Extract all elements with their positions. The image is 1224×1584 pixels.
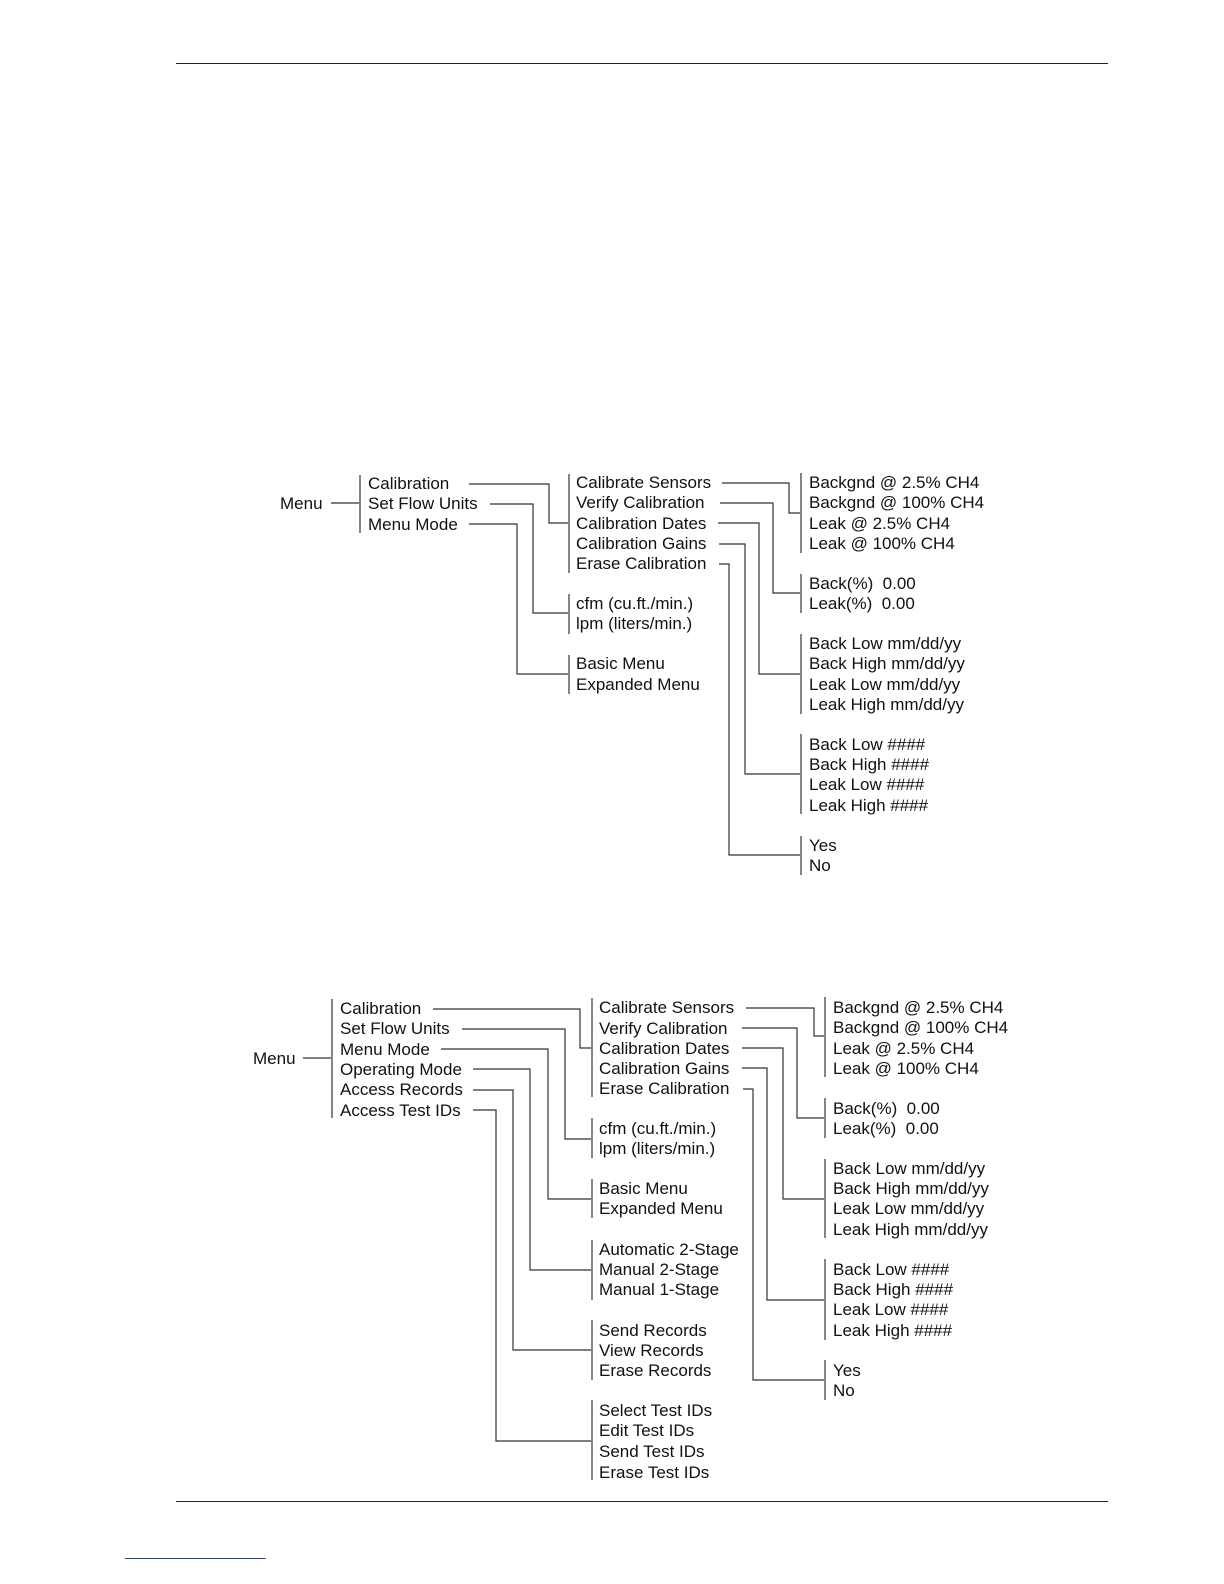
expanded-access-records-submenu xyxy=(599,1321,711,1380)
expanded-opt-gain-back-high: Back High #### xyxy=(833,1280,954,1299)
expanded-flow-cfm: cfm (cu.ft./min.) xyxy=(599,1119,717,1138)
expanded-menu-level1-items xyxy=(340,999,463,1120)
expanded-flow-units-submenu xyxy=(599,1119,716,1158)
basic-item-set-flow-units: Set Flow Units xyxy=(368,494,478,513)
basic-flow-units-submenu xyxy=(576,594,693,633)
expanded-calibrate-sensors-options xyxy=(833,998,1008,1078)
expanded-opt-leak-percent: Leak(%) 0.00 xyxy=(833,1119,939,1138)
expanded-opt-gain-leak-low: Leak Low #### xyxy=(833,1300,949,1319)
expanded-opt-gain-leak-high: Leak High #### xyxy=(833,1321,953,1340)
expanded-item-operating-mode: Operating Mode xyxy=(340,1060,462,1079)
expanded-sub-verify-calibration: Verify Calibration xyxy=(599,1019,728,1038)
expanded-tid-erase-test-ids: Erase Test IDs xyxy=(599,1463,710,1482)
basic-item-menu-mode: Menu Mode xyxy=(368,515,458,534)
basic-calibrate-sensors-options xyxy=(809,473,984,553)
basic-mode-basic-menu: Basic Menu xyxy=(576,654,665,673)
basic-calibration-submenu xyxy=(576,473,711,573)
basic-opt-date-leak-high: Leak High mm/dd/yy xyxy=(809,695,964,714)
basic-item-calibration: Calibration xyxy=(368,474,450,493)
basic-opt-gain-leak-high: Leak High #### xyxy=(809,796,929,815)
basic-opt-no: No xyxy=(809,856,831,875)
basic-opt-backgnd-100: Backgnd @ 100% CH4 xyxy=(809,493,985,512)
basic-erase-calibration-options xyxy=(809,836,837,875)
basic-opt-date-back-low: Back Low mm/dd/yy xyxy=(809,634,962,653)
basic-calibration-dates-options xyxy=(809,634,965,714)
basic-opt-leak-100: Leak @ 100% CH4 xyxy=(809,534,955,553)
expanded-mode-basic-menu: Basic Menu xyxy=(599,1179,688,1198)
expanded-item-menu-mode: Menu Mode xyxy=(340,1040,430,1059)
basic-flow-lpm: lpm (liters/min.) xyxy=(576,614,693,633)
expanded-opt-back-percent: Back(%) 0.00 xyxy=(833,1099,940,1118)
basic-opt-yes: Yes xyxy=(809,836,837,855)
basic-menu-mode-submenu xyxy=(576,654,700,694)
basic-menu-level1-items xyxy=(368,474,478,534)
expanded-tid-send-test-ids: Send Test IDs xyxy=(599,1442,705,1461)
expanded-op-automatic-2-stage: Automatic 2-Stage xyxy=(599,1240,739,1259)
expanded-erase-calibration-options xyxy=(833,1361,861,1400)
expanded-tid-edit-test-ids: Edit Test IDs xyxy=(599,1421,695,1440)
basic-flow-cfm: cfm (cu.ft./min.) xyxy=(576,594,694,613)
basic-sub-erase-calibration: Erase Calibration xyxy=(576,554,707,573)
expanded-sub-calibration-gains: Calibration Gains xyxy=(599,1059,730,1078)
expanded-calibration-submenu xyxy=(599,998,734,1098)
expanded-mode-expanded-menu: Expanded Menu xyxy=(599,1199,723,1218)
expanded-opt-date-back-low: Back Low mm/dd/yy xyxy=(833,1159,986,1178)
basic-opt-leak-2-5: Leak @ 2.5% CH4 xyxy=(809,514,951,533)
expanded-calibration-gains-options xyxy=(833,1260,954,1340)
basic-sub-calibration-dates: Calibration Dates xyxy=(576,514,707,533)
basic-opt-backgnd-2-5: Backgnd @ 2.5% CH4 xyxy=(809,473,980,492)
basic-sub-verify-calibration: Verify Calibration xyxy=(576,493,705,512)
expanded-opt-backgnd-2-5: Backgnd @ 2.5% CH4 xyxy=(833,998,1004,1017)
expanded-tid-select-test-ids: Select Test IDs xyxy=(599,1401,713,1420)
expanded-opt-yes: Yes xyxy=(833,1361,861,1380)
expanded-item-access-test-ids: Access Test IDs xyxy=(340,1101,461,1120)
expanded-access-test-ids-submenu xyxy=(599,1401,712,1482)
basic-opt-date-back-high: Back High mm/dd/yy xyxy=(809,654,965,673)
basic-opt-leak-percent: Leak(%) 0.00 xyxy=(809,594,915,613)
basic-sub-calibrate-sensors: Calibrate Sensors xyxy=(576,473,712,492)
expanded-opt-backgnd-100: Backgnd @ 100% CH4 xyxy=(833,1018,1009,1037)
basic-opt-gain-back-high: Back High #### xyxy=(809,755,930,774)
basic-sub-calibration-gains: Calibration Gains xyxy=(576,534,707,553)
expanded-operating-mode-submenu xyxy=(599,1240,739,1299)
basic-menu-root-label: Menu xyxy=(280,494,323,513)
expanded-op-manual-1-stage: Manual 1-Stage xyxy=(599,1280,720,1299)
expanded-opt-leak-100: Leak @ 100% CH4 xyxy=(833,1059,979,1078)
basic-opt-back-percent: Back(%) 0.00 xyxy=(809,574,916,593)
expanded-rec-erase-records: Erase Records xyxy=(599,1361,712,1380)
expanded-verify-calibration-options xyxy=(833,1099,940,1138)
expanded-calibration-dates-options xyxy=(833,1159,989,1239)
expanded-sub-calibration-dates: Calibration Dates xyxy=(599,1039,730,1058)
expanded-flow-lpm: lpm (liters/min.) xyxy=(599,1139,716,1158)
expanded-sub-calibrate-sensors: Calibrate Sensors xyxy=(599,998,735,1017)
expanded-opt-leak-2-5: Leak @ 2.5% CH4 xyxy=(833,1039,975,1058)
expanded-opt-date-back-high: Back High mm/dd/yy xyxy=(833,1179,989,1198)
expanded-sub-erase-calibration: Erase Calibration xyxy=(599,1079,730,1098)
basic-opt-date-leak-low: Leak Low mm/dd/yy xyxy=(809,675,961,694)
expanded-item-set-flow-units: Set Flow Units xyxy=(340,1019,450,1038)
expanded-opt-no: No xyxy=(833,1381,855,1400)
expanded-item-calibration: Calibration xyxy=(340,999,422,1018)
expanded-menu-root-label: Menu xyxy=(253,1049,296,1068)
expanded-opt-gain-back-low: Back Low #### xyxy=(833,1260,950,1279)
basic-verify-calibration-options xyxy=(809,574,916,613)
expanded-op-manual-2-stage: Manual 2-Stage xyxy=(599,1260,720,1279)
basic-opt-gain-back-low: Back Low #### xyxy=(809,735,926,754)
basic-mode-expanded-menu: Expanded Menu xyxy=(576,675,700,694)
expanded-opt-date-leak-high: Leak High mm/dd/yy xyxy=(833,1220,988,1239)
basic-calibration-gains-options xyxy=(809,735,930,815)
expanded-rec-view-records: View Records xyxy=(599,1341,704,1360)
expanded-menu-mode-submenu xyxy=(599,1179,723,1218)
expanded-rec-send-records: Send Records xyxy=(599,1321,707,1340)
expanded-item-access-records: Access Records xyxy=(340,1080,463,1099)
expanded-opt-date-leak-low: Leak Low mm/dd/yy xyxy=(833,1199,985,1218)
basic-opt-gain-leak-low: Leak Low #### xyxy=(809,775,925,794)
